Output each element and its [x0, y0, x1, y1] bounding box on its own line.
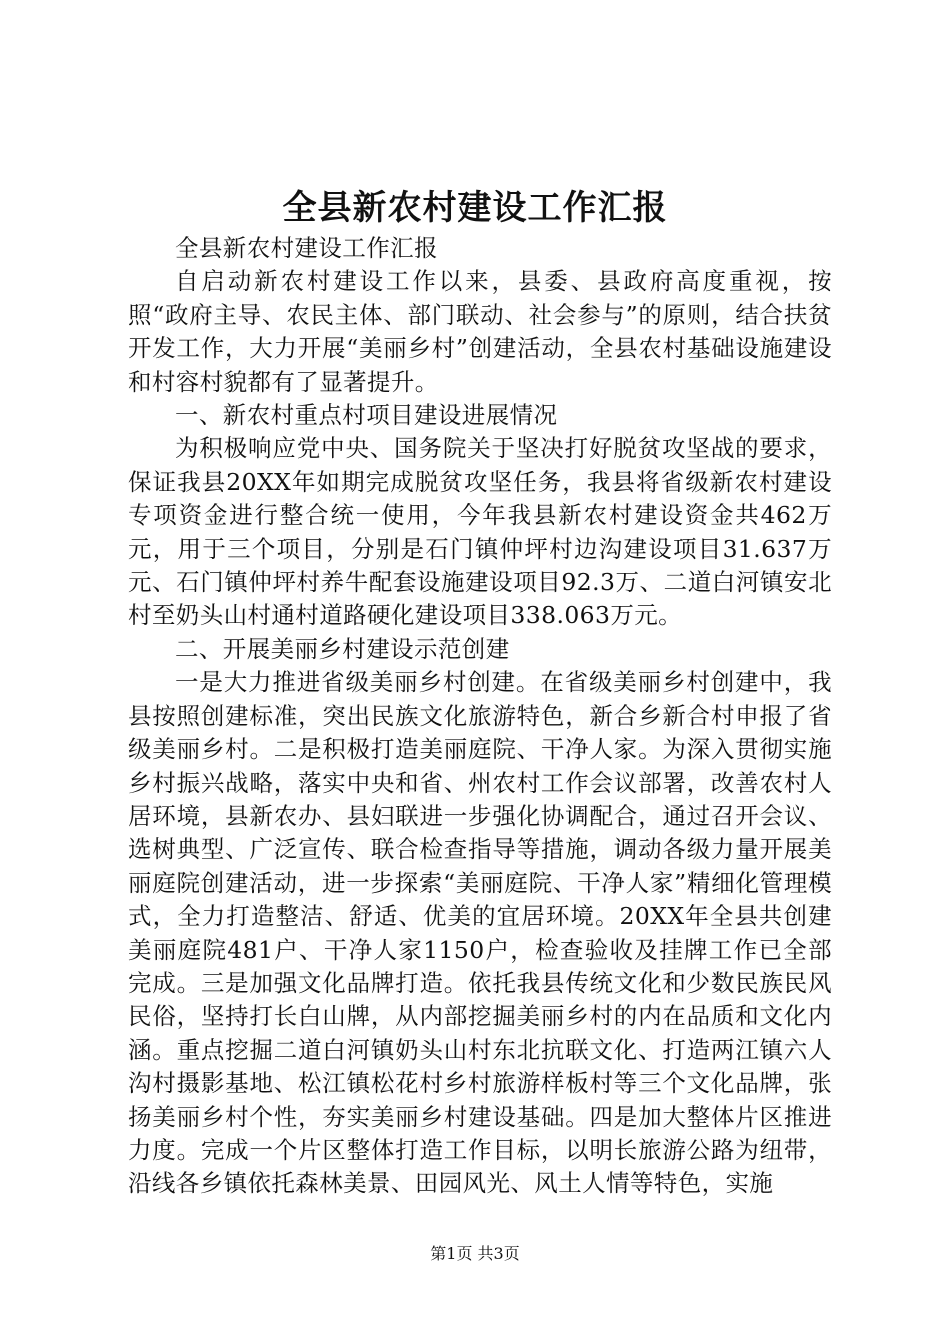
section-heading-2: 二、开展美丽乡村建设示范创建 — [175, 634, 510, 663]
paragraph-section-1: 为积极响应党中央、国务院关于坚决打好脱贫攻坚战的要求，保证我县20XX年如期完成脱贫攻坚任务，我县将省级新农村建设专项资金进行整合统一使用，今年我县新农村建设资金共462万元，用于三个项目，分别是石门镇仲坪村边沟建设项目31.637万元、石门镇仲坪村养牛配套设施建设项目92.3万、二道白河镇安北村至奶头山村通村道路硬化建设项目338.063万元。 — [128, 434, 832, 630]
document-title: 全县新农村建设工作汇报 — [282, 188, 668, 228]
paragraph-subtitle: 全县新农村建设工作汇报 — [175, 234, 438, 262]
paragraph-section-2: 一是大力推进省级美丽乡村创建。在省级美丽乡村创建中，我县按照创建标准，突出民族文化旅游特色，新合乡新合村申报了省级美丽乡村。二是积极打造美丽庭院、干净人家。为深入贯彻实施乡村振兴战略，落实中央和省、州农村工作会议部署，改善农村人居环境，县新农办、县妇联进一步强化协调配合，通过召开会议、选树典型、广泛宣传、联合检查指导等措施，调动各级力量开展美丽庭院创建活动，进一步探索“美丽庭院、干净人家”精细化管理模式，全力打造整洁、舒适、优美的宜居环境。20XX年全县共创建美丽庭院481户、干净人家1150户，检查验收及挂牌工作已全部完成。三是加强文化品牌打造。依托我县传统文化和少数民族民风民俗，坚持打长白山牌，从内部挖掘美丽乡村的内在品质和文化内涵。重点挖掘二道白河镇奶头山村东北抗联文化、打造两江镇六人沟村摄影基地、松江镇松花村乡村旅游样板村等三个文化品牌，张扬美丽乡村个性，夯实美丽乡村建设基础。四是加大整体片区推进力度。完成一个片区整体打造工作目标，以明长旅游公路为纽带，沿线各乡镇依托森林美景、田园风光、风土人情等特色，实施 — [128, 668, 832, 1198]
page-number: 第1页 共3页 — [430, 1244, 520, 1263]
section-heading-1: 一、新农村重点村项目建设进展情况 — [175, 401, 558, 430]
document-body — [128, 232, 832, 1201]
paragraph-intro: 自启动新农村建设工作以来，县委、县政府高度重视，按照“政府主导、农民主体、部门联动、社会参与”的原则，结合扶贫开发工作，大力开展“美丽乡村”创建活动，全县农村基础设施建设和村容村貌都有了显著提升。 — [128, 267, 832, 396]
